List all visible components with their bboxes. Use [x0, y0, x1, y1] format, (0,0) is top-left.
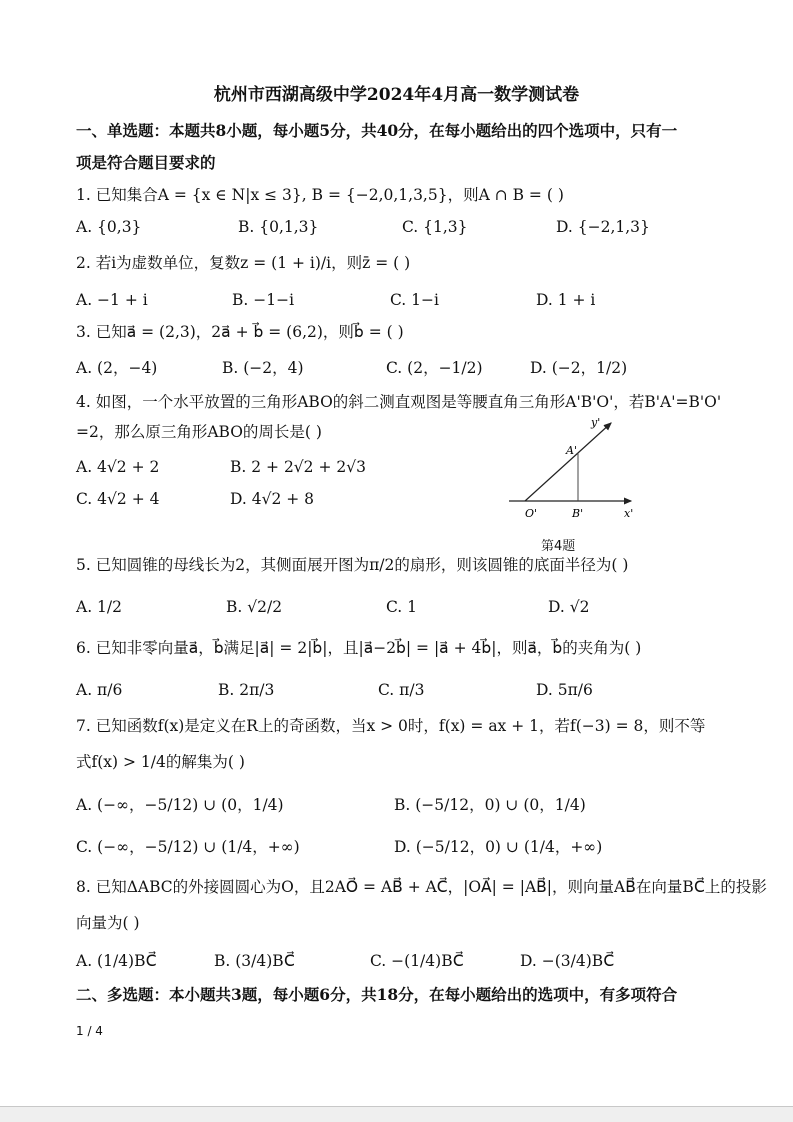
question-2-option-c: C. 1−i	[390, 291, 439, 309]
question-7-stem-cont: 式f(x) > 1/4的解集为( )	[76, 753, 245, 771]
question-3-option-d: D. (−2，1/2)	[530, 359, 628, 377]
question-1-option-a: A. {0,3}	[76, 218, 142, 236]
question-1-stem: 1. 已知集合A = {x ∈ N|x ≤ 3}, B = {−2,0,1,3,5}，则A ∩ B = ( )	[76, 186, 564, 204]
viewer-bottom-band	[0, 1107, 793, 1122]
question-4-option-b: B. 2 + 2√2 + 2√3	[230, 458, 366, 476]
question-8-option-d: D. −(3/4)BC⃗	[520, 952, 615, 970]
label-b-prime: B'	[572, 507, 584, 520]
question-7-option-c: C. (−∞，−5/12) ∪ (1/4，+∞)	[76, 838, 300, 856]
question-4-stem: 4. 如图，一个水平放置的三角形ABO的斜二测直观图是等腰直角三角形A'B'O'，若B'A'=B'O'	[76, 393, 722, 411]
label-a-prime: A'	[566, 444, 577, 457]
question-6-option-d: D. 5π/6	[536, 681, 593, 699]
question-6-option-a: A. π/6	[76, 681, 123, 699]
section-2-heading: 二、多选题：本小题共3题，每小题6分，共18分，在每小题给出的选项中，有多项符合	[76, 985, 678, 1004]
question-5-stem: 5. 已知圆锥的母线长为2，其侧面展开图为π/2的扇形，则该圆锥的底面半径为( )	[76, 556, 629, 574]
question-4-option-a: A. 4√2 + 2	[76, 458, 160, 476]
y-axis	[525, 423, 611, 501]
question-5-option-d: D. √2	[548, 598, 590, 616]
question-8-option-c: C. −(1/4)BC⃗	[370, 952, 464, 970]
question-3-stem: 3. 已知a⃗ = (2,3)，2a⃗ + b⃗ = (6,2)，则b⃗ = ( )	[76, 323, 404, 341]
question-4-option-c: C. 4√2 + 4	[76, 490, 160, 508]
label-y-prime: y'	[591, 416, 601, 429]
question-7-stem: 7. 已知函数f(x)是定义在R上的奇函数，当x > 0时，f(x) = ax + 1，若f(−3) = 8，则不等	[76, 717, 706, 735]
question-5-option-c: C. 1	[386, 598, 418, 616]
question-6-stem: 6. 已知非零向量a⃗，b⃗满足|a⃗| = 2|b⃗|，且|a⃗−2b⃗| = |a⃗ + 4b⃗|，则a⃗，b⃗的夹角为( )	[76, 639, 642, 657]
question-7-option-a: A. (−∞，−5/12) ∪ (0，1/4)	[76, 796, 284, 814]
question-2-option-b: B. −1−i	[232, 291, 295, 309]
question-5-option-a: A. 1/2	[76, 598, 122, 616]
label-o-prime: O'	[525, 507, 538, 520]
question-4-option-d: D. 4√2 + 8	[230, 490, 315, 508]
question-4-stem-cont: =2，那么原三角形ABO的周长是( )	[76, 423, 322, 441]
question-3-option-b: B. (−2，4)	[222, 359, 304, 377]
question-5-option-b: B. √2/2	[226, 598, 283, 616]
question-6-option-b: B. 2π/3	[218, 681, 275, 699]
question-2-option-a: A. −1 + i	[76, 291, 148, 309]
page-number: 1 / 4	[76, 1024, 103, 1038]
question-1-option-d: D. {−2,1,3}	[556, 218, 650, 236]
question-8-option-a: A. (1/4)BC⃗	[76, 952, 157, 970]
section-1-heading-cont: 项是符合题目要求的	[76, 153, 216, 172]
question-3-option-a: A. (2，−4)	[76, 359, 158, 377]
figure-caption: 第4题	[541, 539, 576, 554]
question-8-option-b: B. (3/4)BC⃗	[214, 952, 295, 970]
question-3-option-c: C. (2，−1/2)	[386, 359, 483, 377]
page-title: 杭州市西湖高级中学2024年4月高一数学测试卷	[213, 85, 580, 105]
question-4-figure	[505, 413, 645, 523]
question-7-option-d: D. (−5/12，0) ∪ (1/4，+∞)	[394, 838, 603, 856]
question-6-option-c: C. π/3	[378, 681, 425, 699]
question-1-option-c: C. {1,3}	[402, 218, 468, 236]
question-7-option-b: B. (−5/12，0) ∪ (0，1/4)	[394, 796, 586, 814]
question-8-stem: 8. 已知ΔABC的外接圆圆心为O，且2AO⃗ = AB⃗ + AC⃗，|OA⃗| = |AB⃗|，则向量AB⃗在向量BC⃗上的投影	[76, 878, 767, 896]
question-2-option-d: D. 1 + i	[536, 291, 596, 309]
question-2-stem: 2. 若i为虚数单位，复数z = (1 + i)/i，则z̄ = ( )	[76, 254, 411, 272]
section-1-heading: 一、单选题：本题共8小题，每小题5分，共40分，在每小题给出的四个选项中，只有一	[76, 121, 678, 140]
question-1-option-b: B. {0,1,3}	[238, 218, 319, 236]
question-8-stem-cont: 向量为( )	[76, 914, 140, 932]
label-x-prime: x'	[624, 507, 634, 520]
